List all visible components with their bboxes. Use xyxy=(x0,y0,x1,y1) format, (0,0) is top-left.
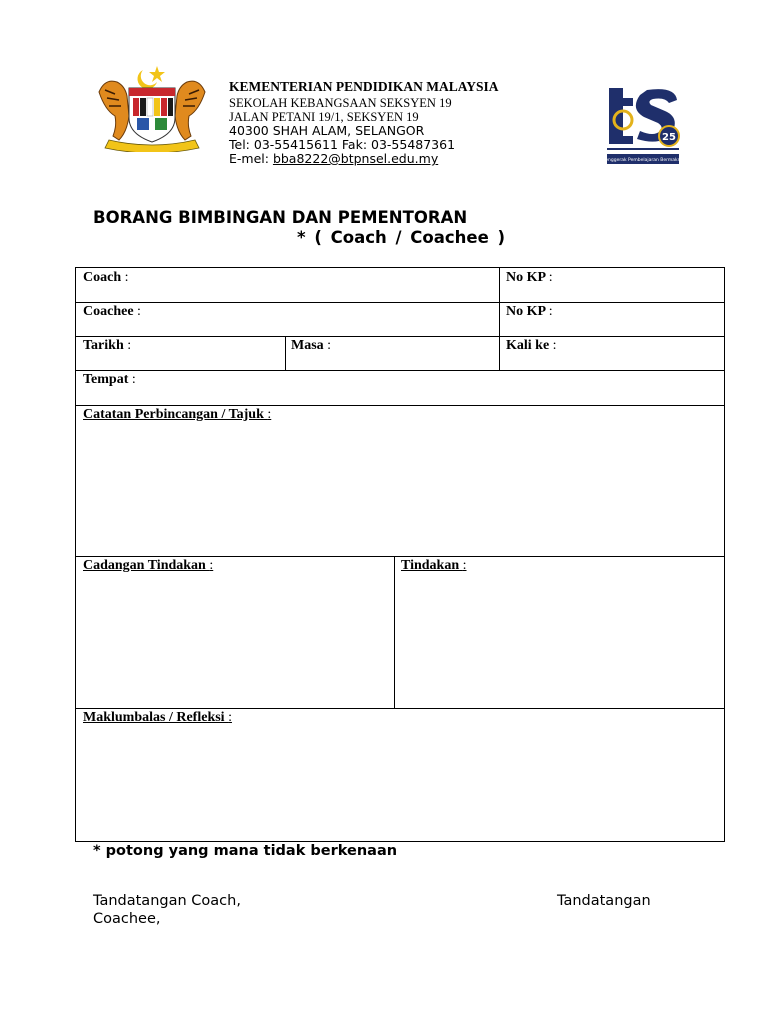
column-divider xyxy=(499,268,500,370)
row-divider xyxy=(76,370,724,371)
maklumbalas-label: Maklumbalas / Refleksi xyxy=(83,710,229,725)
coachee-field[interactable] xyxy=(83,304,141,320)
colon: : xyxy=(548,270,553,285)
colon: : xyxy=(267,407,272,422)
colon: : xyxy=(124,270,129,285)
mentoring-form xyxy=(75,267,725,842)
catatan-field[interactable] xyxy=(83,407,271,423)
footnote: * potong yang mana tidak berkenaan xyxy=(93,843,398,859)
coach-field[interactable] xyxy=(83,270,129,286)
email-link[interactable]: bba8222@btpnsel.edu.my xyxy=(272,151,439,166)
no-kp-coachee-field[interactable] xyxy=(506,304,553,320)
colon: : xyxy=(131,372,136,387)
row-divider xyxy=(76,302,724,303)
row-divider xyxy=(76,556,724,557)
masa-field[interactable] xyxy=(291,338,331,354)
colon: : xyxy=(137,304,141,319)
school-city: 40300 SHAH ALAM, SELANGOR xyxy=(229,123,425,138)
maklumbalas-field[interactable] xyxy=(83,710,232,726)
coachee-signature-label: Tandatangan xyxy=(557,893,651,909)
tempat-label: Tempat xyxy=(83,372,132,387)
colon: : xyxy=(209,558,214,573)
coachee-signature-label-continued: Coachee, xyxy=(93,911,161,927)
row-divider xyxy=(76,708,724,709)
catatan-label: Catatan Perbincangan / Tajuk xyxy=(83,407,268,422)
masa-label: Masa xyxy=(291,338,328,353)
ts25-logo xyxy=(603,82,683,166)
coach-signature-label: Tandatangan Coach, xyxy=(93,893,241,909)
contact-phone: Tel: 03-55415611 Fak: 03-55487361 xyxy=(229,137,456,152)
contact-email xyxy=(229,151,438,167)
colon: : xyxy=(462,558,467,573)
form-subtitle: * ( Coach / Coachee ) xyxy=(297,228,506,247)
email-label: E-mel: xyxy=(229,151,273,166)
colon: : xyxy=(552,338,557,353)
column-divider xyxy=(394,556,395,708)
tarikh-label: Tarikh xyxy=(83,338,128,353)
ministry-name: KEMENTERIAN PENDIDIKAN MALAYSIA xyxy=(229,79,499,94)
no-kp-label: No KP xyxy=(506,270,549,285)
tarikh-field[interactable] xyxy=(83,338,131,354)
colon: : xyxy=(228,710,232,725)
colon: : xyxy=(548,304,553,319)
tindakan-label: Tindakan xyxy=(401,558,463,573)
kali-ke-label: Kali ke xyxy=(506,338,553,353)
form-title: BORANG BIMBINGAN DAN PEMENTORAN xyxy=(93,208,468,227)
tempat-field[interactable] xyxy=(83,372,136,388)
cadangan-tindakan-field[interactable] xyxy=(83,558,213,574)
column-divider xyxy=(285,336,286,370)
kali-ke-field[interactable] xyxy=(506,338,557,354)
no-kp-label: No KP xyxy=(506,304,549,319)
tindakan-field[interactable] xyxy=(401,558,467,574)
row-divider xyxy=(76,405,724,406)
ts25-caption: Penggerak Pembelajaran Bermakna xyxy=(603,158,683,163)
no-kp-coach-field[interactable] xyxy=(506,270,553,286)
coat-of-arms-logo xyxy=(93,62,211,152)
colon: : xyxy=(127,338,132,353)
row-divider xyxy=(76,336,724,337)
coach-label: Coach xyxy=(83,270,125,285)
school-street: JALAN PETANI 19/1, SEKSYEN 19 xyxy=(229,110,419,124)
cadangan-tindakan-label: Cadangan Tindakan xyxy=(83,558,210,573)
coachee-label: Coachee xyxy=(83,304,138,319)
school-name: SEKOLAH KEBANGSAAN SEKSYEN 19 xyxy=(229,96,452,110)
colon: : xyxy=(327,338,332,353)
ts25-number: 25 xyxy=(662,132,676,143)
